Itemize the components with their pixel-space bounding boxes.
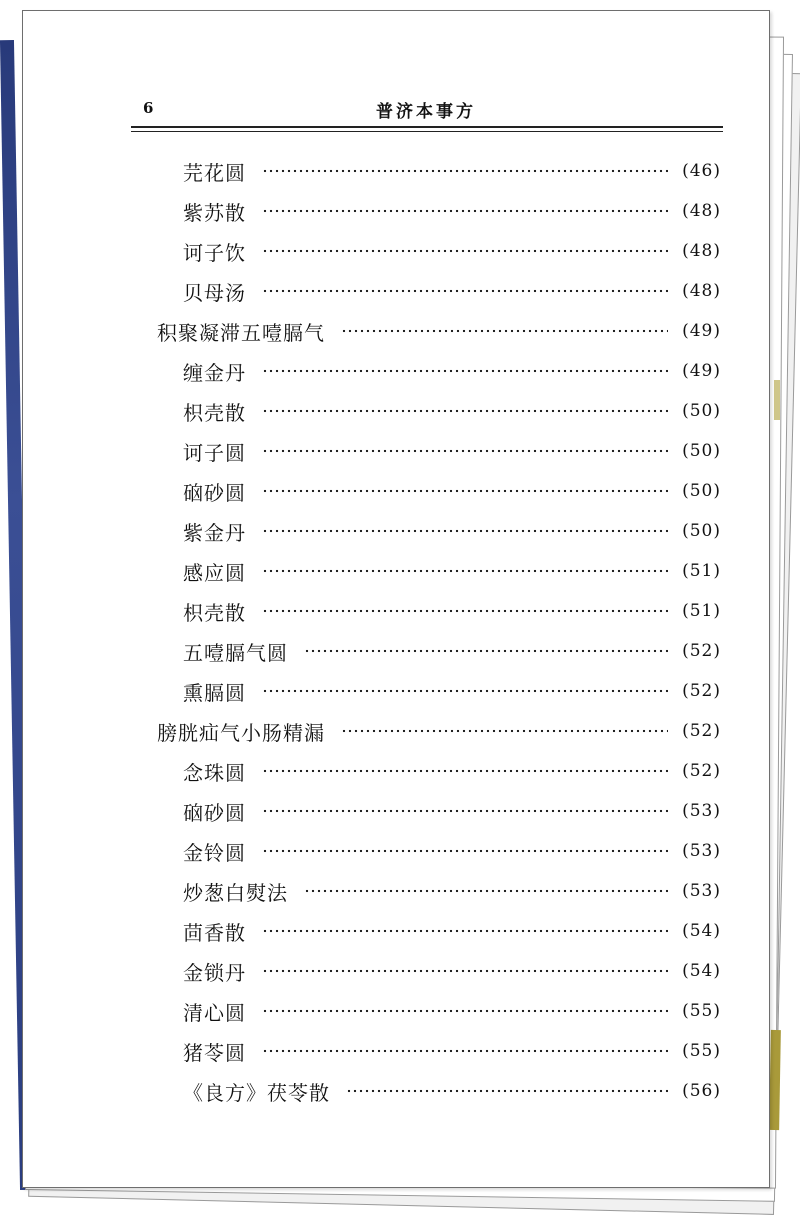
- dot-leader: [304, 647, 668, 655]
- toc-entry-title: 贝母汤: [183, 280, 246, 305]
- toc-entry-title: 紫金丹: [183, 520, 246, 545]
- toc-entry-title: 熏膈圆: [183, 680, 246, 705]
- toc-entry-title: 诃子饮: [183, 240, 246, 265]
- dot-leader: [262, 527, 668, 535]
- toc-entry-title: 金锁丹: [183, 960, 246, 985]
- toc-entry-page: (53): [682, 801, 721, 821]
- toc-entry: [157, 791, 721, 831]
- toc-entry: [157, 1031, 721, 1071]
- toc-entry-page: (54): [682, 921, 721, 941]
- toc-entry: [157, 391, 721, 431]
- toc-entry-page: (46): [682, 161, 721, 181]
- toc-entry-title: 积聚凝滞五噎膈气: [157, 320, 325, 345]
- dot-leader: [262, 287, 668, 295]
- toc-entry: [157, 231, 721, 271]
- toc-entry-page: (55): [682, 1001, 721, 1021]
- dot-leader: [262, 687, 668, 695]
- toc-entry-page: (52): [682, 761, 721, 781]
- toc-entry: [157, 271, 721, 311]
- toc-entry: [157, 551, 721, 591]
- toc-entry-page: (51): [682, 601, 721, 621]
- dot-leader: [262, 927, 668, 935]
- toc-entry-page: (54): [682, 961, 721, 981]
- dot-leader: [262, 1007, 668, 1015]
- toc-entry-title: 茴香散: [183, 920, 246, 945]
- dot-leader: [262, 207, 668, 215]
- toc-entry-title: 金铃圆: [183, 840, 246, 865]
- toc-section-entry: [157, 711, 721, 751]
- toc-entry-page: (50): [682, 441, 721, 461]
- table-of-contents: [157, 151, 721, 1111]
- toc-entry: [157, 751, 721, 791]
- header-rule-thick: [131, 126, 723, 128]
- dot-leader: [346, 1087, 668, 1095]
- dot-leader: [262, 767, 668, 775]
- dot-leader: [262, 847, 668, 855]
- toc-entry: [157, 831, 721, 871]
- toc-entry-title: 缠金丹: [183, 360, 246, 385]
- toc-entry-title: 猪苓圆: [183, 1040, 246, 1065]
- toc-entry-page: (49): [682, 361, 721, 381]
- toc-entry-page: (48): [682, 281, 721, 301]
- toc-entry-page: (51): [682, 561, 721, 581]
- dot-leader: [341, 727, 668, 735]
- running-header: [131, 99, 721, 121]
- toc-entry: [157, 1071, 721, 1111]
- toc-entry: [157, 671, 721, 711]
- dot-leader: [262, 487, 668, 495]
- page-number: 6: [143, 99, 154, 117]
- dot-leader: [262, 607, 668, 615]
- toc-entry: [157, 951, 721, 991]
- toc-entry: [157, 191, 721, 231]
- dot-leader: [262, 447, 668, 455]
- toc-entry: [157, 511, 721, 551]
- dot-leader: [262, 967, 668, 975]
- book-title: 普济本事方: [376, 102, 476, 122]
- toc-entry: [157, 591, 721, 631]
- toc-entry-title: 清心圆: [183, 1000, 246, 1025]
- page-stack-tint: [774, 380, 780, 420]
- dot-leader: [262, 1047, 668, 1055]
- toc-entry-title: 硇砂圆: [183, 800, 246, 825]
- dot-leader: [262, 367, 668, 375]
- book-page: [22, 10, 770, 1188]
- toc-entry-page: (52): [682, 721, 721, 741]
- toc-entry-page: (52): [682, 681, 721, 701]
- toc-entry-page: (53): [682, 841, 721, 861]
- toc-entry-page: (49): [682, 321, 721, 341]
- toc-entry: [157, 911, 721, 951]
- toc-entry-title: 膀胱疝气小肠精漏: [157, 720, 325, 745]
- toc-entry-page: (55): [682, 1041, 721, 1061]
- toc-entry-title: 五噎膈气圆: [183, 640, 288, 665]
- toc-entry: [157, 151, 721, 191]
- dot-leader: [341, 327, 668, 335]
- toc-entry-title: 硇砂圆: [183, 480, 246, 505]
- toc-entry-title: 念珠圆: [183, 760, 246, 785]
- toc-entry-title: 芫花圆: [183, 160, 246, 185]
- toc-entry: [157, 991, 721, 1031]
- toc-entry-page: (48): [682, 201, 721, 221]
- toc-entry-title: 感应圆: [183, 560, 246, 585]
- header-rule-thin: [131, 131, 723, 132]
- toc-entry-title: 枳壳散: [183, 400, 246, 425]
- toc-section-entry: [157, 311, 721, 351]
- toc-entry-title: 炒葱白熨法: [183, 880, 288, 905]
- toc-entry-page: (52): [682, 641, 721, 661]
- toc-entry-page: (56): [682, 1081, 721, 1101]
- dot-leader: [262, 167, 668, 175]
- toc-entry: [157, 471, 721, 511]
- toc-entry-page: (53): [682, 881, 721, 901]
- dot-leader: [304, 887, 668, 895]
- toc-entry-title: 诃子圆: [183, 440, 246, 465]
- dot-leader: [262, 567, 668, 575]
- toc-entry: [157, 871, 721, 911]
- toc-entry-page: (50): [682, 401, 721, 421]
- toc-entry-page: (48): [682, 241, 721, 261]
- dot-leader: [262, 807, 668, 815]
- dot-leader: [262, 247, 668, 255]
- toc-entry-title: 枳壳散: [183, 600, 246, 625]
- page-stack-tint: [769, 1030, 781, 1130]
- toc-entry: [157, 431, 721, 471]
- toc-entry-page: (50): [682, 521, 721, 541]
- dot-leader: [262, 407, 668, 415]
- toc-entry: [157, 351, 721, 391]
- toc-entry: [157, 631, 721, 671]
- toc-entry-title: 紫苏散: [183, 200, 246, 225]
- toc-entry-title: 《良方》茯苓散: [183, 1080, 330, 1105]
- toc-entry-page: (50): [682, 481, 721, 501]
